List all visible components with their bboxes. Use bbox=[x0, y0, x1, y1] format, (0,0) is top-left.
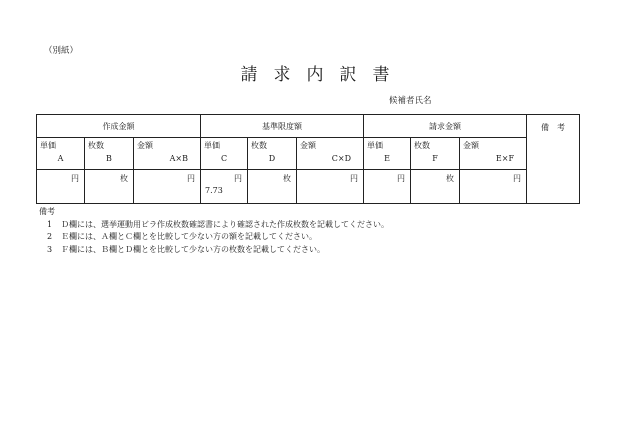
column-header bbox=[364, 138, 411, 170]
value-cell-ef bbox=[460, 170, 527, 204]
column-symbol: F bbox=[432, 154, 438, 163]
column-label: 金額 bbox=[463, 141, 479, 150]
table-column-header-row bbox=[37, 138, 580, 170]
note-number: 3 bbox=[47, 244, 53, 254]
unit-price-value: 7.73 bbox=[205, 186, 223, 195]
page-title: 請求内訳書 bbox=[240, 65, 406, 85]
column-symbol: B bbox=[106, 154, 112, 163]
note-item bbox=[39, 219, 389, 232]
column-symbol: A×B bbox=[169, 154, 188, 163]
value-cell-f bbox=[411, 170, 460, 204]
note-text: Ｅ欄には、Ａ欄とＣ欄とを比較して少ない方の額を記載してください。 bbox=[61, 232, 317, 241]
remarks-label: 備 考 bbox=[541, 123, 565, 132]
column-label: 金額 bbox=[300, 141, 316, 150]
column-header bbox=[411, 138, 460, 170]
column-label: 単価 bbox=[367, 141, 383, 150]
column-label: 単価 bbox=[40, 141, 56, 150]
unit-label: 枚 bbox=[283, 174, 291, 183]
unit-label: 円 bbox=[350, 174, 358, 183]
table-value-row bbox=[37, 170, 580, 204]
note-item bbox=[39, 244, 389, 257]
attachment-label: （別紙） bbox=[44, 46, 79, 56]
column-header bbox=[297, 138, 364, 170]
candidate-name-label: 候補者氏名 bbox=[389, 96, 432, 106]
column-label: 枚数 bbox=[414, 141, 430, 150]
column-symbol: C bbox=[220, 154, 228, 163]
group-header-production-amount: 作成金額 bbox=[37, 115, 201, 138]
column-symbol: D bbox=[268, 154, 276, 163]
column-symbol: E×F bbox=[495, 154, 514, 163]
column-header bbox=[85, 138, 134, 170]
column-label: 単価 bbox=[204, 141, 220, 150]
column-symbol: E bbox=[384, 154, 390, 163]
note-text: Ｄ欄には、選挙運動用ビラ作成枚数確認書により確認された作成枚数を記載してください。 bbox=[61, 219, 389, 229]
unit-label: 円 bbox=[187, 174, 195, 183]
column-symbol: C×D bbox=[331, 154, 351, 163]
unit-label: 円 bbox=[234, 174, 242, 183]
table-group-header-row bbox=[37, 115, 580, 138]
value-cell-e bbox=[364, 170, 411, 204]
note-item bbox=[39, 231, 389, 244]
value-cell-a bbox=[37, 170, 85, 204]
value-cell-ab bbox=[134, 170, 201, 204]
column-header bbox=[460, 138, 527, 170]
column-header bbox=[134, 138, 201, 170]
value-cell-c bbox=[201, 170, 248, 204]
group-header-standard-limit: 基準限度額 bbox=[201, 115, 364, 138]
notes-heading: 備考 bbox=[39, 207, 55, 216]
column-symbol: A bbox=[57, 154, 64, 163]
value-cell-cd bbox=[297, 170, 364, 204]
unit-label: 枚 bbox=[120, 174, 128, 183]
invoice-breakdown-table bbox=[36, 114, 580, 204]
column-label: 金額 bbox=[137, 141, 153, 150]
unit-label: 円 bbox=[397, 174, 405, 183]
column-header bbox=[248, 138, 297, 170]
remarks-cell bbox=[527, 115, 580, 204]
note-text: Ｆ欄には、Ｂ欄とＤ欄とを比較して少ない方の枚数を記載してください。 bbox=[61, 244, 325, 254]
unit-label: 枚 bbox=[446, 174, 454, 183]
column-header bbox=[201, 138, 248, 170]
unit-label: 円 bbox=[513, 174, 521, 183]
value-cell-b bbox=[85, 170, 134, 204]
note-number: 2 bbox=[47, 232, 53, 241]
column-header bbox=[37, 138, 85, 170]
note-number: 1 bbox=[47, 219, 53, 229]
column-label: 枚数 bbox=[88, 141, 104, 150]
value-cell-d bbox=[248, 170, 297, 204]
unit-label: 円 bbox=[71, 174, 79, 183]
column-label: 枚数 bbox=[251, 141, 267, 150]
group-header-claim-amount: 請求金額 bbox=[364, 115, 527, 138]
notes-section bbox=[39, 206, 389, 256]
